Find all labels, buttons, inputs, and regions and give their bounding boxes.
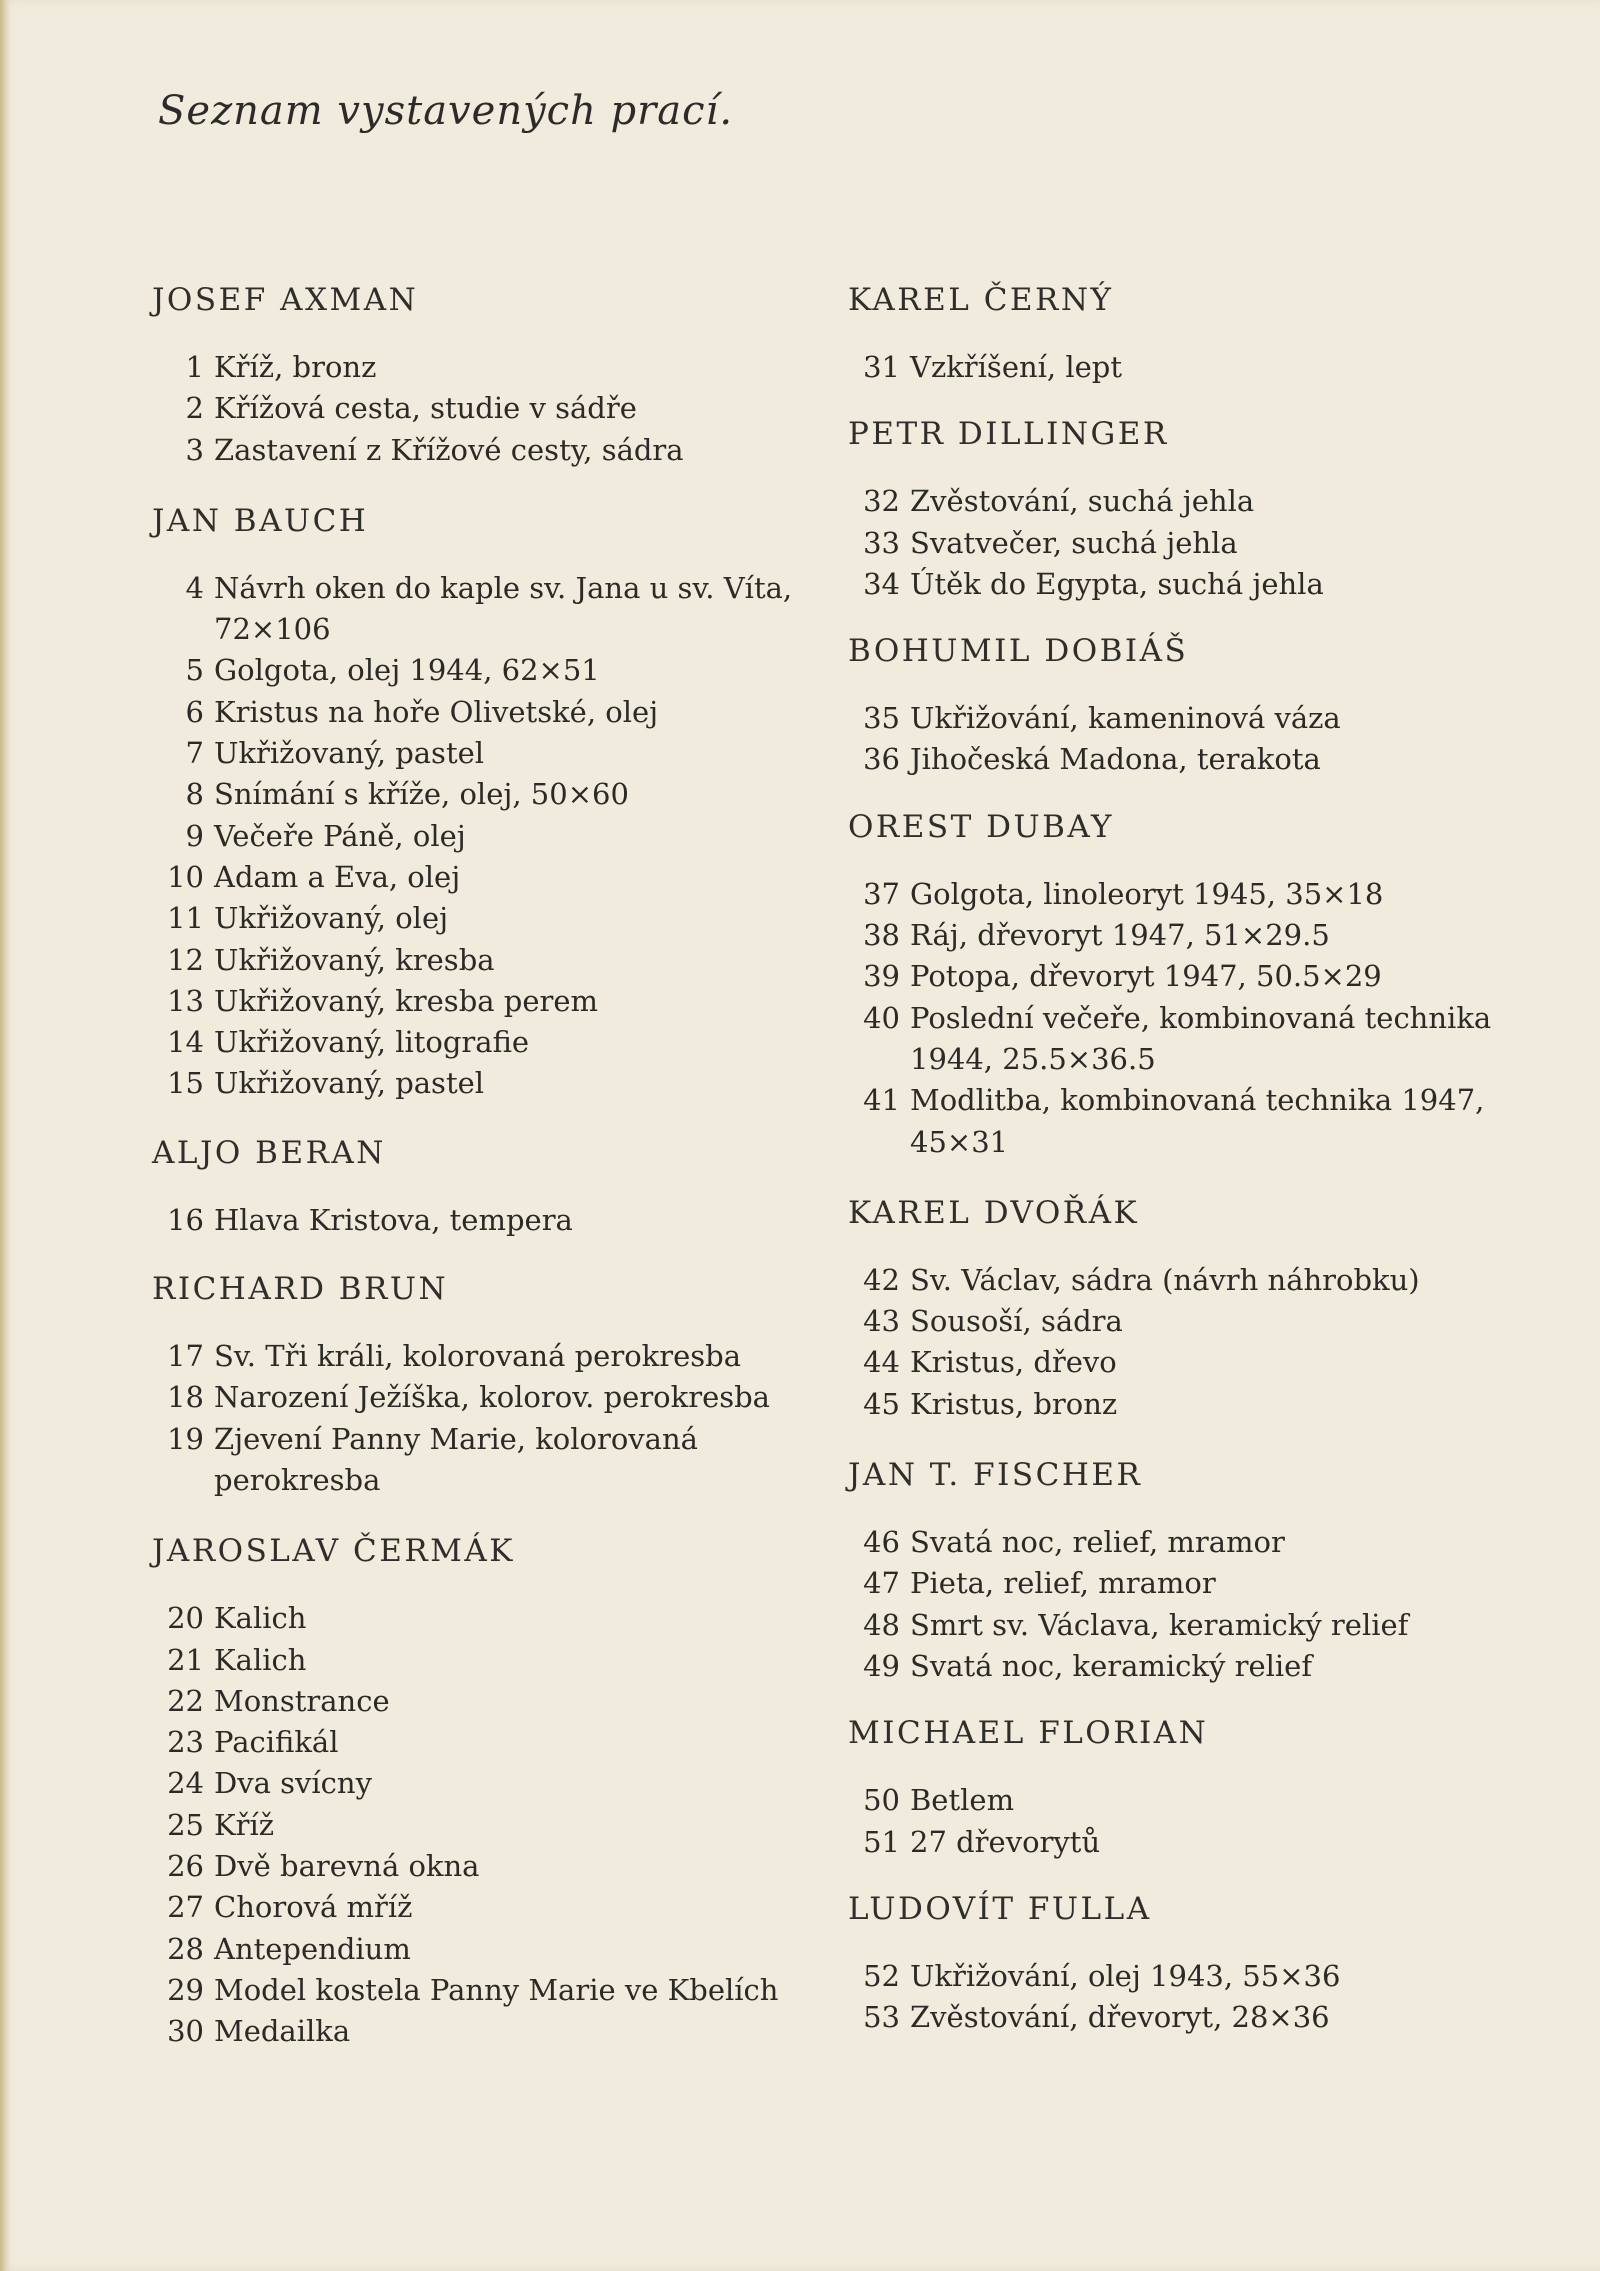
works-list [848,481,1568,605]
work-item [848,1956,1568,1997]
work-item [152,1722,852,1763]
work-number: 43 [863,1304,900,1339]
work-title: Golgota, linoleoryt 1945, 35×18 [910,876,1384,911]
work-title: Antependium [214,1931,411,1966]
work-number: 18 [167,1380,204,1415]
work-title: Betlem [910,1783,1015,1818]
work-title: Zvěstování, dřevoryt, 28×36 [910,2000,1330,2035]
work-title: Modlitba, kombinovaná technika 1947, 45×31 [910,1080,1484,1163]
work-number: 16 [167,1202,204,1237]
work-item [152,650,852,691]
works-list [848,698,1568,781]
artist-section [848,280,1568,388]
work-item [152,568,852,651]
work-title: Ukřižování, olej 1943, 55×36 [910,1958,1341,1993]
work-item [848,1780,1568,1821]
work-item [152,1598,852,1639]
artist-section [848,1455,1568,1687]
work-title: Chorová mříž [214,1890,413,1925]
work-item [848,347,1568,388]
work-title: Kristus na hoře Olivetské, olej [214,694,659,729]
work-number: 23 [167,1725,204,1760]
work-item [848,1997,1568,2038]
work-number: 32 [863,484,900,519]
artist-section [152,1133,852,1241]
work-title: Útěk do Egypta, suchá jehla [910,566,1324,601]
work-number: 34 [863,566,900,601]
work-item [152,733,852,774]
work-title: Ukřižovaný, pastel [214,736,485,771]
work-number: 40 [863,1000,900,1035]
work-item [848,698,1568,739]
work-title: Adam a Eva, olej [214,859,461,894]
work-title: Kristus, bronz [910,1386,1118,1421]
artist-name: JAN T. FISCHER [848,1457,1143,1494]
work-item [152,774,852,815]
artist-name: BOHUMIL DOBIÁŠ [848,633,1189,670]
work-item [152,1805,852,1846]
work-item [848,1260,1568,1301]
work-number: 36 [863,742,900,777]
work-title: Hlava Kristova, tempera [214,1202,573,1237]
work-title: Svatvečer, suchá jehla [910,525,1238,560]
work-title: Sv. Tři králi, kolorovaná perokresba [214,1339,741,1374]
work-title: Pieta, relief, mramor [910,1566,1216,1601]
work-number: 4 [185,570,204,605]
work-title-continuation: 72×106 [214,612,331,647]
work-item [848,739,1568,780]
artist-name: MICHAEL FLORIAN [848,1715,1209,1752]
work-title: Zvěstování, suchá jehla [910,484,1255,519]
work-number: 46 [863,1525,900,1560]
work-number: 20 [167,1601,204,1636]
artist-name: JAN BAUCH [152,502,369,539]
work-item [152,1681,852,1722]
artist-section [848,631,1568,781]
work-item [152,1063,852,1104]
work-title: Kalich [214,1642,307,1677]
work-title: Svatá noc, relief, mramor [910,1525,1285,1560]
work-number: 19 [167,1421,204,1456]
works-list [848,1956,1568,2039]
artist-name: PETR DILLINGER [848,416,1169,453]
work-title: Golgota, olej 1944, 62×51 [214,653,600,688]
work-number: 38 [863,918,900,953]
artist-section [848,1713,1568,1863]
artist-section [152,280,852,471]
work-item [152,1022,852,1063]
artist-name: LUDOVÍT FULLA [848,1890,1152,1927]
works-list [152,347,852,471]
work-title: Ukřižovaný, pastel [214,1066,485,1101]
work-item [848,998,1568,1081]
work-item [848,956,1568,997]
work-number: 3 [185,432,204,467]
artist-section [152,1531,852,2052]
artist-section [848,1889,1568,2039]
work-number: 24 [167,1766,204,1801]
artist-section [848,807,1568,1163]
works-list [848,1780,1568,1863]
work-title-continuation: perokresba [214,1462,381,1497]
work-number: 21 [167,1642,204,1677]
work-title: Pacifikál [214,1725,339,1760]
work-number: 11 [167,901,204,936]
work-item [152,388,852,429]
work-item [152,940,852,981]
work-number: 14 [167,1025,204,1060]
work-item [848,1301,1568,1342]
work-item [848,1384,1568,1425]
work-number: 1 [185,350,204,384]
work-number: 30 [167,2014,204,2049]
work-item [848,915,1568,956]
work-title: Model kostela Panny Marie ve Kbelích [214,1972,779,2007]
work-number: 10 [167,859,204,894]
works-list [152,568,852,1105]
page-title: Seznam vystavených prací. [158,88,734,134]
work-title: Návrh oken do kaple sv. Jana u sv. Víta, 72×106 [214,568,792,651]
work-item [848,874,1568,915]
work-number: 6 [185,694,204,729]
work-item [152,981,852,1022]
work-item [152,2011,852,2052]
works-list [848,1260,1568,1425]
work-number: 27 [167,1890,204,1925]
work-number: 41 [863,1083,900,1118]
works-list [152,1200,852,1241]
work-title: Ukřižovaný, olej [214,901,449,936]
work-number: 15 [167,1066,204,1101]
work-number: 2 [185,391,204,426]
work-title: Kříž, bronz [214,350,377,384]
work-item [848,1605,1568,1646]
work-number: 44 [863,1345,900,1380]
work-title: Ukřižovaný, kresba [214,942,495,977]
work-item [848,1080,1568,1163]
work-number: 25 [167,1807,204,1842]
work-title: Vzkříšení, lept [910,350,1123,384]
work-item [152,1200,852,1241]
work-number: 13 [167,983,204,1018]
artist-name: ALJO BERAN [152,1134,386,1171]
work-title: Dva svícny [214,1766,372,1801]
work-item [152,1970,852,2011]
work-item [152,1419,852,1502]
works-list [848,1522,1568,1687]
work-item [152,1846,852,1887]
work-title: Poslední večeře, kombinovaná technika 1944, 25.5×36.5 [910,998,1491,1081]
work-item [848,1342,1568,1383]
work-item [152,1929,852,1970]
work-number: 7 [185,736,204,771]
work-item [152,347,852,388]
artist-name: KAREL DVOŘÁK [848,1194,1140,1231]
left-column [152,280,852,2053]
work-title: 27 dřevorytů [910,1824,1101,1859]
work-number: 28 [167,1931,204,1966]
right-column [848,280,1568,2038]
work-title: Potopa, dřevoryt 1947, 50.5×29 [910,959,1382,994]
page-edge [0,0,10,2271]
work-item [152,1640,852,1681]
work-number: 49 [863,1648,900,1683]
work-number: 9 [185,818,204,853]
work-number: 26 [167,1849,204,1884]
work-title: Ukřižovaný, litografie [214,1025,530,1060]
work-title: Smrt sv. Václava, keramický relief [910,1607,1409,1642]
work-item [848,564,1568,605]
work-title: Narození Ježíška, kolorov. perokresba [214,1380,770,1415]
work-item [152,1887,852,1928]
work-number: 39 [863,959,900,994]
work-title: Snímání s kříže, olej, 50×60 [214,777,629,812]
work-item [152,692,852,733]
work-title: Sousoší, sádra [910,1304,1123,1339]
work-number: 53 [863,2000,900,2035]
work-number: 45 [863,1386,900,1421]
work-title: Jihočeská Madona, terakota [910,742,1321,777]
artist-section [848,414,1568,605]
work-title: Ráj, dřevoryt 1947, 51×29.5 [910,918,1330,953]
work-number: 37 [863,876,900,911]
work-number: 35 [863,701,900,736]
work-item [152,1763,852,1804]
work-item [152,898,852,939]
work-item [152,1377,852,1418]
work-title: Sv. Václav, sádra (návrh náhrobku) [910,1262,1420,1297]
work-title: Kristus, dřevo [910,1345,1117,1380]
work-number: 22 [167,1683,204,1718]
artist-name: JAROSLAV ČERMÁK [152,1533,515,1570]
work-number: 5 [185,653,204,688]
work-number: 33 [863,525,900,560]
work-title: Kalich [214,1601,307,1636]
work-title-continuation: 45×31 [910,1124,1009,1159]
work-title: Kříž [214,1807,275,1842]
works-list [152,1598,852,2052]
work-title: Zastavení z Křížové cesty, sádra [214,432,684,467]
work-title-continuation: 1944, 25.5×36.5 [910,1041,1156,1076]
work-number: 12 [167,942,204,977]
artist-name: JOSEF AXMAN [152,282,419,318]
works-list [848,347,1568,388]
work-number: 48 [863,1607,900,1642]
work-item [848,481,1568,522]
work-number: 51 [863,1824,900,1859]
work-title: Ukřižovaný, kresba perem [214,983,599,1018]
work-number: 17 [167,1339,204,1374]
work-title: Monstrance [214,1683,390,1718]
work-number: 52 [863,1958,900,1993]
artist-section [152,1269,852,1501]
work-number: 42 [863,1262,900,1297]
work-title: Svatá noc, keramický relief [910,1648,1313,1683]
work-item [848,523,1568,564]
work-item [152,430,852,471]
work-title: Zjevení Panny Marie, kolorovaná perokresba [214,1419,698,1502]
works-list [152,1336,852,1501]
artist-section [848,1193,1568,1425]
work-item [152,1336,852,1377]
artist-section [152,501,852,1105]
work-item [848,1646,1568,1687]
work-item [848,1563,1568,1604]
work-item [152,857,852,898]
work-number: 50 [863,1783,900,1818]
work-title: Večeře Páně, olej [214,818,466,853]
works-list [848,874,1568,1163]
work-title: Ukřižování, kameninová váza [910,701,1341,736]
artist-name: OREST DUBAY [848,808,1115,845]
work-title: Křížová cesta, studie v sádře [214,391,637,426]
artist-name: KAREL ČERNÝ [848,282,1114,318]
work-number: 47 [863,1566,900,1601]
artist-name: RICHARD BRUN [152,1271,449,1308]
work-number: 8 [185,777,204,812]
work-number: 31 [863,350,900,384]
work-title: Medailka [214,2014,351,2049]
work-item [848,1822,1568,1863]
work-item [152,816,852,857]
work-title: Dvě barevná okna [214,1849,480,1884]
work-number: 29 [167,1972,204,2007]
work-item [848,1522,1568,1563]
